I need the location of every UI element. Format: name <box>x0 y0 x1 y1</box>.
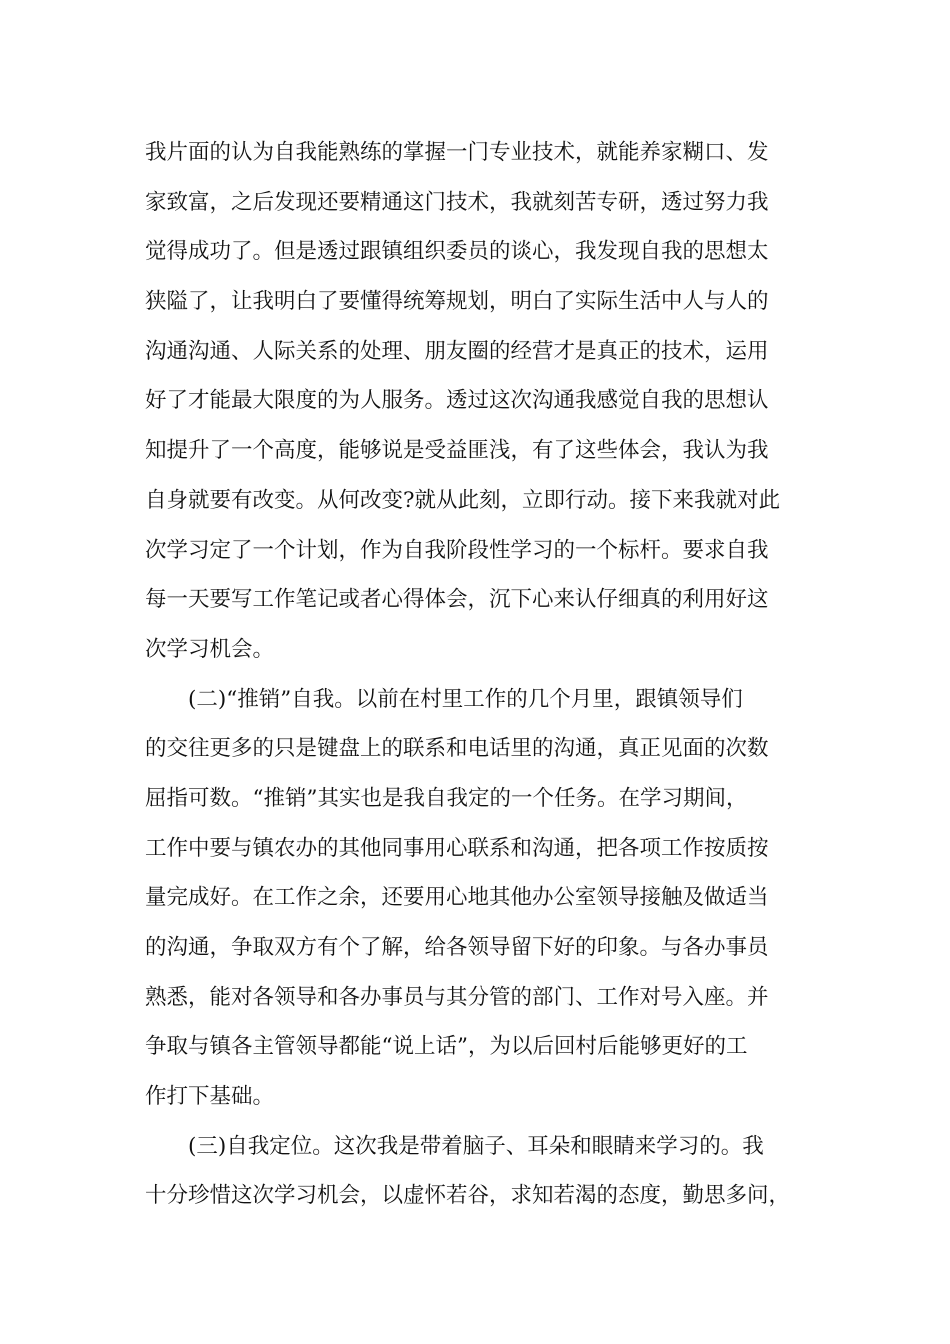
text-line: 觉得成功了。但是透过跟镇组织委员的谈心，我发现自我的思想太 <box>145 239 769 265</box>
text-line: 的交往更多的只是键盘上的联系和电话里的沟通，真正见面的次数 <box>145 736 769 762</box>
text-line: 好了才能最大限度的为人服务。透过这次沟通我感觉自我的思想认 <box>145 388 769 414</box>
text-line: 次学习定了一个计划，作为自我阶段性学习的一个标杆。要求自我 <box>145 537 769 563</box>
text-line: 争取与镇各主管领导都能“说上话”，为以后回村后能够更好的工 <box>145 1034 748 1060</box>
text-line: 家致富，之后发现还要精通这门技术，我就刻苦专研，透过努力我 <box>145 189 769 215</box>
text-line-paragraph-start: (三)自我定位。这次我是带着脑子、耳朵和眼睛来学习的。我 <box>188 1133 764 1159</box>
body-text <box>145 128 835 1221</box>
text-line: 自身就要有改变。从何改变?就从此刻，立即行动。接下来我就对此 <box>145 487 781 513</box>
text-line: 次学习机会。 <box>145 636 275 662</box>
text-line: 知提升了一个高度，能够说是受益匪浅，有了这些体会，我认为我 <box>145 438 769 464</box>
text-line: 十分珍惜这次学习机会，以虚怀若谷，求知若渴的态度，勤思多问， <box>145 1183 791 1209</box>
text-line: 屈指可数。“推销”其实也是我自我定的一个任务。在学习期间， <box>145 785 748 811</box>
text-line: 的沟通，争取双方有个了解，给各领导留下好的印象。与各办事员 <box>145 935 769 960</box>
text-line-paragraph-start: (二)“推销”自我。以前在村里工作的几个月里，跟镇领导们 <box>188 686 743 712</box>
text-line: 量完成好。在工作之余，还要用心地其他办公室领导接触及做适当 <box>145 885 769 911</box>
text-line: 我片面的认为自我能熟练的掌握一门专业技术，就能养家糊口、发 <box>145 140 769 165</box>
text-line: 工作中要与镇农办的其他同事用心联系和沟通，把各项工作按质按 <box>145 835 769 861</box>
text-line: 每一天要写工作笔记或者心得体会，沉下心来认仔细真的利用好这 <box>145 587 769 613</box>
text-line: 沟通沟通、人际关系的处理、朋友圈的经营才是真正的技术，运用 <box>145 338 769 364</box>
text-line: 熟悉，能对各领导和各办事员与其分管的部门、工作对号入座。并 <box>145 984 769 1010</box>
text-line: 作打下基础。 <box>145 1084 275 1110</box>
text-line: 狭隘了，让我明白了要懂得统筹规划，明白了实际生活中人与人的 <box>145 289 769 315</box>
